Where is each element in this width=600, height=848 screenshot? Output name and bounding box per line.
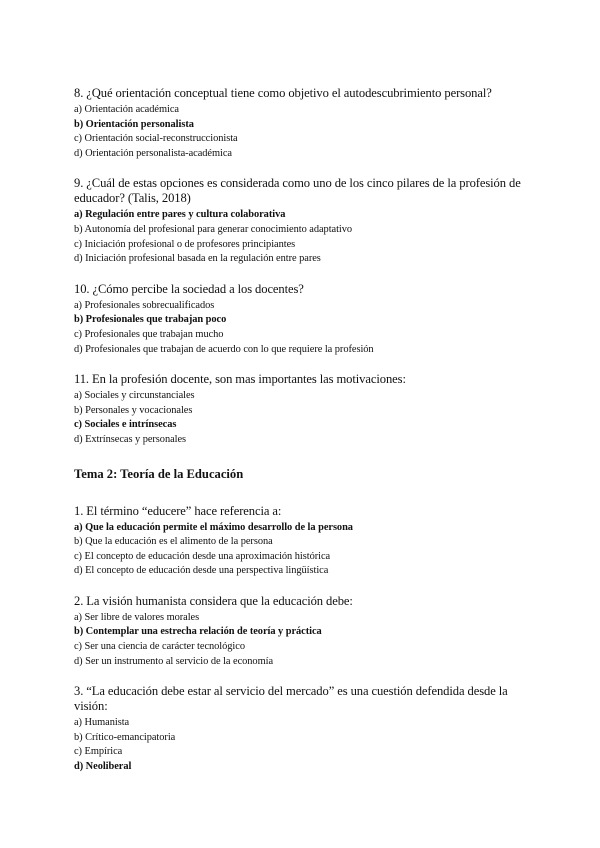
answer-option: b) Autonomía del profesional para generar conocimiento adaptativo	[74, 223, 353, 235]
question-block	[74, 372, 530, 447]
question-text: 11. En la profesión docente, son mas importantes las motivaciones:	[74, 372, 406, 387]
answer-option-correct: a) Regulación entre pares y cultura colaborativa	[74, 209, 286, 221]
answer-option: a) Ser libre de valores morales	[74, 611, 200, 623]
answer-option: c) Empírica	[74, 746, 123, 758]
answer-option: c) El concepto de educación desde una aproximación histórica	[74, 550, 331, 562]
answer-option: c) Iniciación profesional o de profesores principiantes	[74, 238, 296, 250]
answer-option-correct: b) Profesionales que trabajan poco	[74, 314, 227, 326]
answer-option: a) Sociales y circunstanciales	[74, 390, 195, 402]
question-block	[74, 504, 530, 579]
section-title: Tema 2: Teoría de la Educación	[74, 466, 244, 481]
question-block	[74, 282, 530, 357]
answer-option: d) Extrínsecas y personales	[74, 433, 187, 445]
question-text: 9. ¿Cuál de estas opciones es considerada como uno de los cinco pilares de la profesión de educador? (Talis, 2018)	[74, 176, 521, 206]
answer-option: d) Orientación personalista-académica	[74, 147, 232, 159]
answer-option: b) Personales y vocacionales	[74, 404, 193, 416]
answer-option: d) Ser un instrumento al servicio de la economía	[74, 655, 274, 667]
answer-option-correct: a) Que la educación permite el máximo desarrollo de la persona	[74, 521, 353, 533]
question-block	[74, 684, 530, 774]
answer-option: d) Iniciación profesional basada en la regulación entre pares	[74, 253, 321, 265]
answer-option: a) Orientación académica	[74, 104, 179, 115]
question-text: 1. El término “educere” hace referencia a:	[74, 503, 282, 518]
answer-option: b) Crítico-emancipatoria	[74, 731, 176, 743]
answer-option: a) Profesionales sobrecualificados	[74, 299, 215, 311]
answer-option: c) Profesionales que trabajan mucho	[74, 328, 224, 340]
question-block	[74, 176, 530, 266]
answer-option-correct: d) Neoliberal	[74, 761, 132, 773]
question-block	[74, 86, 530, 161]
answer-option: d) El concepto de educación desde una perspectiva lingüística	[74, 565, 329, 577]
answer-option: b) Que la educación es el alimento de la persona	[74, 536, 273, 548]
answer-option-correct: b) Orientación personalista	[74, 118, 194, 130]
answer-option: a) Humanista	[74, 717, 130, 729]
question-text: 3. “La educación debe estar al servicio del mercado” es una cuestión defendida desde la visión:	[74, 684, 508, 714]
answer-option-correct: b) Contemplar una estrecha relación de teoría y práctica	[74, 626, 322, 638]
answer-option-correct: c) Sociales e intrínsecas	[74, 419, 177, 431]
answer-option: c) Ser una ciencia de carácter tecnológico	[74, 641, 245, 653]
answer-option: c) Orientación social-reconstruccionista	[74, 133, 238, 145]
question-text: 2. La visión humanista considera que la educación debe:	[74, 593, 353, 608]
question-block	[74, 594, 530, 669]
question-text: 8. ¿Qué orientación conceptual tiene como objetivo el autodescubrimiento personal?	[74, 86, 492, 100]
answer-option: d) Profesionales que trabajan de acuerdo con lo que requiere la profesión	[74, 343, 374, 355]
question-text: 10. ¿Cómo percibe la sociedad a los docentes?	[74, 281, 304, 296]
